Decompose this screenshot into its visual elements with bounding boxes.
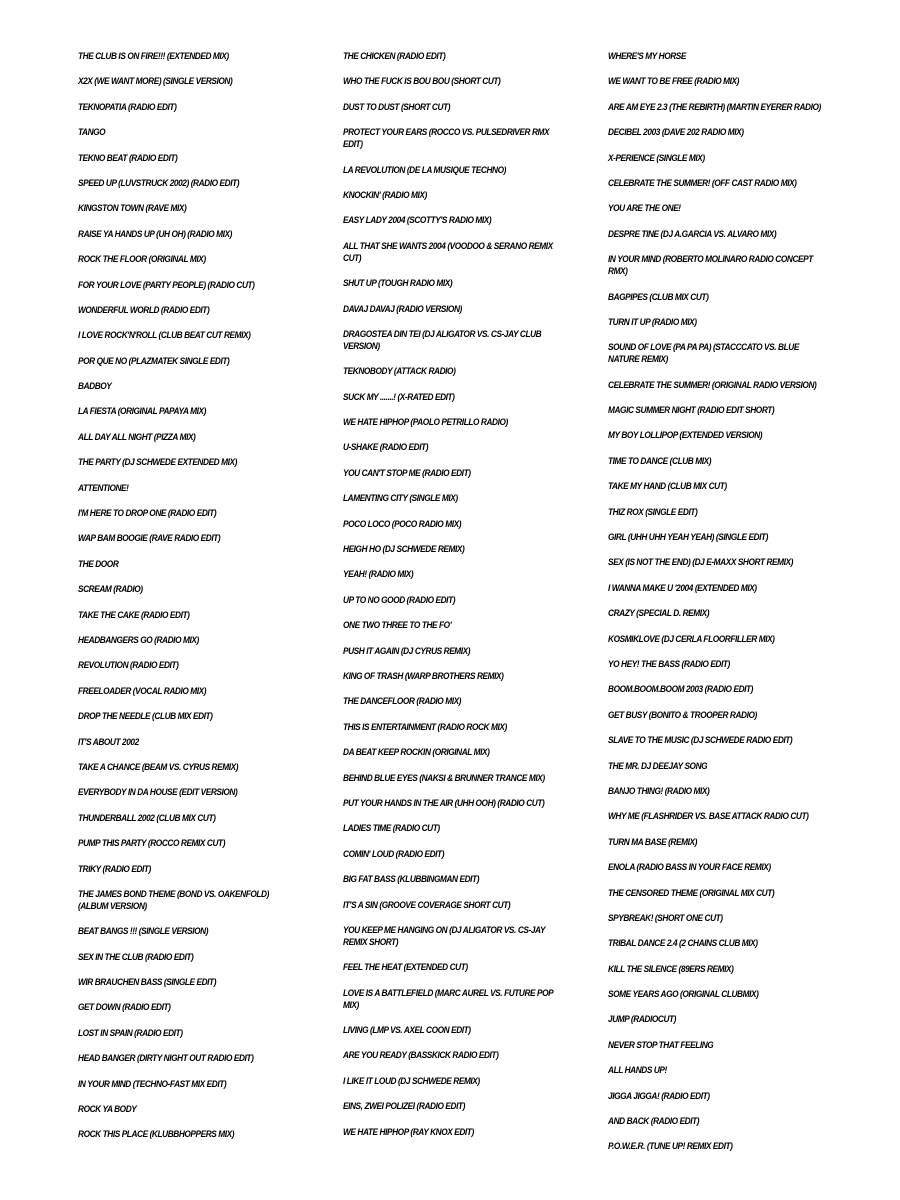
track-title: WE HATE HIPHOP (PAOLO PETRILLO RADIO) bbox=[343, 417, 508, 428]
track-title: EASY LADY 2004 (SCOTTY'S RADIO MIX) bbox=[343, 215, 492, 226]
track-title: YOU ARE THE ONE! bbox=[608, 203, 681, 214]
track-title: POR QUE NO (PLAZMATEK SINGLE EDIT) bbox=[78, 355, 230, 366]
track-title: YOU KEEP ME HANGING ON (DJ ALIGATOR VS. CS-JAY REMIX SHORT) bbox=[343, 924, 545, 947]
track-title: MAGIC SUMMER NIGHT (RADIO EDIT SHORT) bbox=[608, 405, 775, 416]
track-title: IN YOUR MIND (TECHNO-FAST MIX EDIT) bbox=[78, 1078, 227, 1089]
track-title: SOME YEARS AGO (ORIGINAL CLUBMIX) bbox=[608, 989, 759, 1000]
track-title: I LIKE IT LOUD (DJ SCHWEDE REMIX) bbox=[343, 1075, 480, 1086]
track-title: KINGSTON TOWN (RAVE MIX) bbox=[78, 203, 187, 214]
track-title: LA REVOLUTION (DE LA MUSIQUE TECHNO) bbox=[343, 164, 506, 175]
track-title: DESPRE TINE (DJ A.GARCIA VS. ALVARO MIX) bbox=[608, 228, 777, 239]
tracklist-column-2 bbox=[343, 50, 565, 1151]
track-title: YEAH! (RADIO MIX) bbox=[343, 569, 414, 580]
track-title: WHO THE FUCK IS BOU BOU (SHORT CUT) bbox=[343, 76, 501, 87]
tracklist-column-1 bbox=[78, 50, 303, 1154]
track-title: THIZ ROX (SINGLE EDIT) bbox=[608, 506, 698, 517]
track-title: THUNDERBALL 2002 (CLUB MIX CUT) bbox=[78, 812, 216, 823]
track-title: U-SHAKE (RADIO EDIT) bbox=[343, 442, 429, 453]
track-title: ONE TWO THREE TO THE FO' bbox=[343, 620, 452, 631]
track-title: ALL DAY ALL NIGHT (PIZZA MIX) bbox=[78, 431, 196, 442]
track-title: TAKE A CHANCE (BEAM VS. CYRUS REMIX) bbox=[78, 761, 239, 772]
track-title: P.O.W.E.R. (TUNE UP! REMIX EDIT) bbox=[608, 1141, 733, 1152]
track-title: EINS, ZWEI POLIZEI (RADIO EDIT) bbox=[343, 1101, 465, 1112]
track-title: LIVING (LMP VS. AXEL COON EDIT) bbox=[343, 1025, 471, 1036]
track-title: FEEL THE HEAT (EXTENDED CUT) bbox=[343, 962, 468, 973]
track-title: SLAVE TO THE MUSIC (DJ SCHWEDE RADIO EDIT) bbox=[608, 735, 793, 746]
track-title: THE CHICKEN (RADIO EDIT) bbox=[343, 51, 446, 61]
track-title: ENOLA (RADIO BASS IN YOUR FACE REMIX) bbox=[608, 862, 771, 873]
track-title: TIME TO DANCE (CLUB MIX) bbox=[608, 455, 712, 466]
track-title: WE HATE HIPHOP (RAY KNOX EDIT) bbox=[343, 1126, 474, 1137]
track-title: SOUND OF LOVE (PA PA PA) (STACCCATO VS. BLUE NATURE REMIX) bbox=[608, 342, 799, 365]
track-title: DAVAJ DAVAJ (RADIO VERSION) bbox=[343, 303, 462, 314]
track-title: FREELOADER (VOCAL RADIO MIX) bbox=[78, 685, 207, 696]
track-title: TAKE THE CAKE (RADIO EDIT) bbox=[78, 609, 190, 620]
tracklist-column-3 bbox=[608, 50, 830, 1166]
track-title: SEX IN THE CLUB (RADIO EDIT) bbox=[78, 951, 194, 962]
track-title: NEVER STOP THAT FEELING bbox=[608, 1039, 714, 1050]
track-title: THE PARTY (DJ SCHWEDE EXTENDED MIX) bbox=[78, 457, 237, 468]
track-title: THE DANCEFLOOR (RADIO MIX) bbox=[343, 696, 462, 707]
track-title: THE CENSORED THEME (ORIGINAL MIX CUT) bbox=[608, 887, 775, 898]
track-title: I LOVE ROCK'N'ROLL (CLUB BEAT CUT REMIX) bbox=[78, 330, 251, 341]
track-title: DECIBEL 2003 (DAVE 202 RADIO MIX) bbox=[608, 127, 744, 138]
track-title: SPYBREAK! (SHORT ONE CUT) bbox=[608, 912, 723, 923]
track-title: THE JAMES BOND THEME (BOND VS. OAKENFOLD) (ALBUM VERSION) bbox=[78, 888, 269, 911]
track-title: SCREAM (RADIO) bbox=[78, 584, 143, 595]
track-title: THIS IS ENTERTAINMENT (RADIO ROCK MIX) bbox=[343, 721, 507, 732]
track-title: UP TO NO GOOD (RADIO EDIT) bbox=[343, 594, 456, 605]
track-title: KING OF TRASH (WARP BROTHERS REMIX) bbox=[343, 670, 504, 681]
track-title: ALL HANDS UP! bbox=[608, 1065, 667, 1076]
track-title: MY BOY LOLLIPOP (EXTENDED VERSION) bbox=[608, 430, 763, 441]
track-title: BAGPIPES (CLUB MIX CUT) bbox=[608, 291, 709, 302]
track-title: LADIES TIME (RADIO CUT) bbox=[343, 823, 440, 834]
track-title: GET BUSY (BONITO & TROOPER RADIO) bbox=[608, 709, 757, 720]
track-title: PROTECT YOUR EARS (ROCCO VS. PULSEDRIVER RMX EDIT) bbox=[343, 127, 550, 150]
track-title: DROP THE NEEDLE (CLUB MIX EDIT) bbox=[78, 711, 213, 722]
track-title: I'M HERE TO DROP ONE (RADIO EDIT) bbox=[78, 508, 217, 519]
track-title: TURN IT UP (RADIO MIX) bbox=[608, 316, 697, 327]
track-title: JIGGA JIGGA! (RADIO EDIT) bbox=[608, 1090, 710, 1101]
track-title: KNOCKIN' (RADIO MIX) bbox=[343, 189, 427, 200]
track-title: ROCK THIS PLACE (KLUBBHOPPERS MIX) bbox=[78, 1129, 235, 1140]
track-title: LAMENTING CITY (SINGLE MIX) bbox=[343, 493, 458, 504]
track-title: YO HEY! THE BASS (RADIO EDIT) bbox=[608, 658, 730, 669]
track-title: BOOM.BOOM.BOOM 2003 (RADIO EDIT) bbox=[608, 684, 754, 695]
track-title: TURN MA BASE (REMIX) bbox=[608, 836, 697, 847]
track-title: HEIGH HO (DJ SCHWEDE REMIX) bbox=[343, 544, 465, 555]
track-title: BEHIND BLUE EYES (NAKSI & BRUNNER TRANCE MIX) bbox=[343, 772, 545, 783]
track-title: TAKE MY HAND (CLUB MIX CUT) bbox=[608, 481, 727, 492]
track-title: CELEBRATE THE SUMMER! (OFF CAST RADIO MIX) bbox=[608, 177, 797, 188]
track-title: TRIBAL DANCE 2.4 (2 CHAINS CLUB MIX) bbox=[608, 938, 758, 949]
track-title: THE MR. DJ DEEJAY SONG bbox=[608, 760, 708, 771]
track-title: TEKNOBODY (ATTACK RADIO) bbox=[343, 366, 456, 377]
track-title: GET DOWN (RADIO EDIT) bbox=[78, 1002, 171, 1013]
track-title: TEKNO BEAT (RADIO EDIT) bbox=[78, 152, 178, 163]
track-title: IT'S A SIN (GROOVE COVERAGE SHORT CUT) bbox=[343, 899, 511, 910]
track-title: YOU CAN'T STOP ME (RADIO EDIT) bbox=[343, 467, 471, 478]
track-title: LA FIESTA (ORIGINAL PAPAYA MIX) bbox=[78, 406, 206, 417]
track-title: IN YOUR MIND (ROBERTO MOLINARO RADIO CONCEPT RMX) bbox=[608, 254, 813, 277]
track-title: BANJO THING! (RADIO MIX) bbox=[608, 785, 710, 796]
track-title: ROCK YA BODY bbox=[78, 1104, 137, 1115]
track-title: DRAGOSTEA DIN TEI (DJ ALIGATOR VS. CS-JAY CLUB VERSION) bbox=[343, 328, 542, 351]
track-title: BIG FAT BASS (KLUBBINGMAN EDIT) bbox=[343, 874, 480, 885]
track-title: X2X (WE WANT MORE) (SINGLE VERSION) bbox=[78, 76, 233, 87]
track-title: BEAT BANGS !!! (SINGLE VERSION) bbox=[78, 926, 209, 937]
track-title: HEADBANGERS GO (RADIO MIX) bbox=[78, 634, 199, 645]
track-title: CRAZY (SPECIAL D. REMIX) bbox=[608, 608, 710, 619]
track-title: JUMP (RADIOCUT) bbox=[608, 1014, 677, 1025]
track-title: POCO LOCO (POCO RADIO MIX) bbox=[343, 518, 462, 529]
track-title: PUSH IT AGAIN (DJ CYRUS REMIX) bbox=[343, 645, 471, 656]
track-title: ARE AM EYE 2.3 (THE REBIRTH) (MARTIN EYERER RADIO) bbox=[608, 101, 821, 112]
track-title: WHERE'S MY HORSE bbox=[608, 51, 687, 61]
track-title: AND BACK (RADIO EDIT) bbox=[608, 1116, 700, 1127]
track-title: SPEED UP (LUVSTRUCK 2002) (RADIO EDIT) bbox=[78, 177, 240, 188]
track-title: REVOLUTION (RADIO EDIT) bbox=[78, 660, 179, 671]
track-title: PUT YOUR HANDS IN THE AIR (UHH OOH) (RADIO CUT) bbox=[343, 797, 545, 808]
track-title: DA BEAT KEEP ROCKIN (ORIGINAL MIX) bbox=[343, 747, 490, 758]
track-title: GIRL (UHH UHH YEAH YEAH) (SINGLE EDIT) bbox=[608, 532, 769, 543]
track-title: COMIN' LOUD (RADIO EDIT) bbox=[343, 848, 445, 859]
track-title: I WANNA MAKE U '2004 (EXTENDED MIX) bbox=[608, 582, 757, 593]
track-title: ATTENTIONE! bbox=[78, 482, 129, 493]
track-title: WONDERFUL WORLD (RADIO EDIT) bbox=[78, 304, 210, 315]
track-title: X-PERIENCE (SINGLE MIX) bbox=[608, 152, 705, 163]
track-title: RAISE YA HANDS UP (UH OH) (RADIO MIX) bbox=[78, 228, 232, 239]
track-title: KILL THE SILENCE (89ERS REMIX) bbox=[608, 963, 734, 974]
track-title: HEAD BANGER (DIRTY NIGHT OUT RADIO EDIT) bbox=[78, 1053, 254, 1064]
track-title: ROCK THE FLOOR (ORIGINAL MIX) bbox=[78, 254, 206, 265]
track-title: LOST IN SPAIN (RADIO EDIT) bbox=[78, 1027, 183, 1038]
track-title: SHUT UP (TOUGH RADIO MIX) bbox=[343, 278, 453, 289]
track-title: WAP BAM BOOGIE (RAVE RADIO EDIT) bbox=[78, 533, 221, 544]
track-title: TANGO bbox=[78, 127, 106, 138]
track-title: SEX (IS NOT THE END) (DJ E-MAXX SHORT REMIX) bbox=[608, 557, 793, 568]
track-title: WIR BRAUCHEN BASS (SINGLE EDIT) bbox=[78, 977, 217, 988]
track-title: KOSMIKLOVE (DJ CERLA FLOORFILLER MIX) bbox=[608, 633, 775, 644]
track-title: THE CLUB IS ON FIRE!!! (EXTENDED MIX) bbox=[78, 51, 229, 61]
track-title: SUCK MY .......! (X-RATED EDIT) bbox=[343, 391, 455, 402]
track-title: PUMP THIS PARTY (ROCCO REMIX CUT) bbox=[78, 838, 226, 849]
track-title: EVERYBODY IN DA HOUSE (EDIT VERSION) bbox=[78, 787, 238, 798]
track-title: LOVE IS A BATTLEFIELD (MARC AUREL VS. FUTURE POP MIX) bbox=[343, 987, 553, 1010]
track-title: TEKNOPATIA (RADIO EDIT) bbox=[78, 101, 177, 112]
track-title: BADBOY bbox=[78, 381, 112, 392]
track-title: ARE YOU READY (BASSKICK RADIO EDIT) bbox=[343, 1050, 499, 1061]
track-title: IT'S ABOUT 2002 bbox=[78, 736, 139, 747]
track-title: WHY ME (FLASHRIDER VS. BASE ATTACK RADIO CUT) bbox=[608, 811, 809, 822]
track-title: CELEBRATE THE SUMMER! (ORIGINAL RADIO VERSION) bbox=[608, 379, 817, 390]
track-title: DUST TO DUST (SHORT CUT) bbox=[343, 101, 451, 112]
track-title: TRIKY (RADIO EDIT) bbox=[78, 863, 151, 874]
track-title: ALL THAT SHE WANTS 2004 (VOODOO & SERANO REMIX CUT) bbox=[343, 240, 553, 263]
track-title: THE DOOR bbox=[78, 558, 119, 569]
tracklist bbox=[0, 50, 900, 1160]
track-title: WE WANT TO BE FREE (RADIO MIX) bbox=[608, 76, 739, 87]
track-title: FOR YOUR LOVE (PARTY PEOPLE) (RADIO CUT) bbox=[78, 279, 255, 290]
